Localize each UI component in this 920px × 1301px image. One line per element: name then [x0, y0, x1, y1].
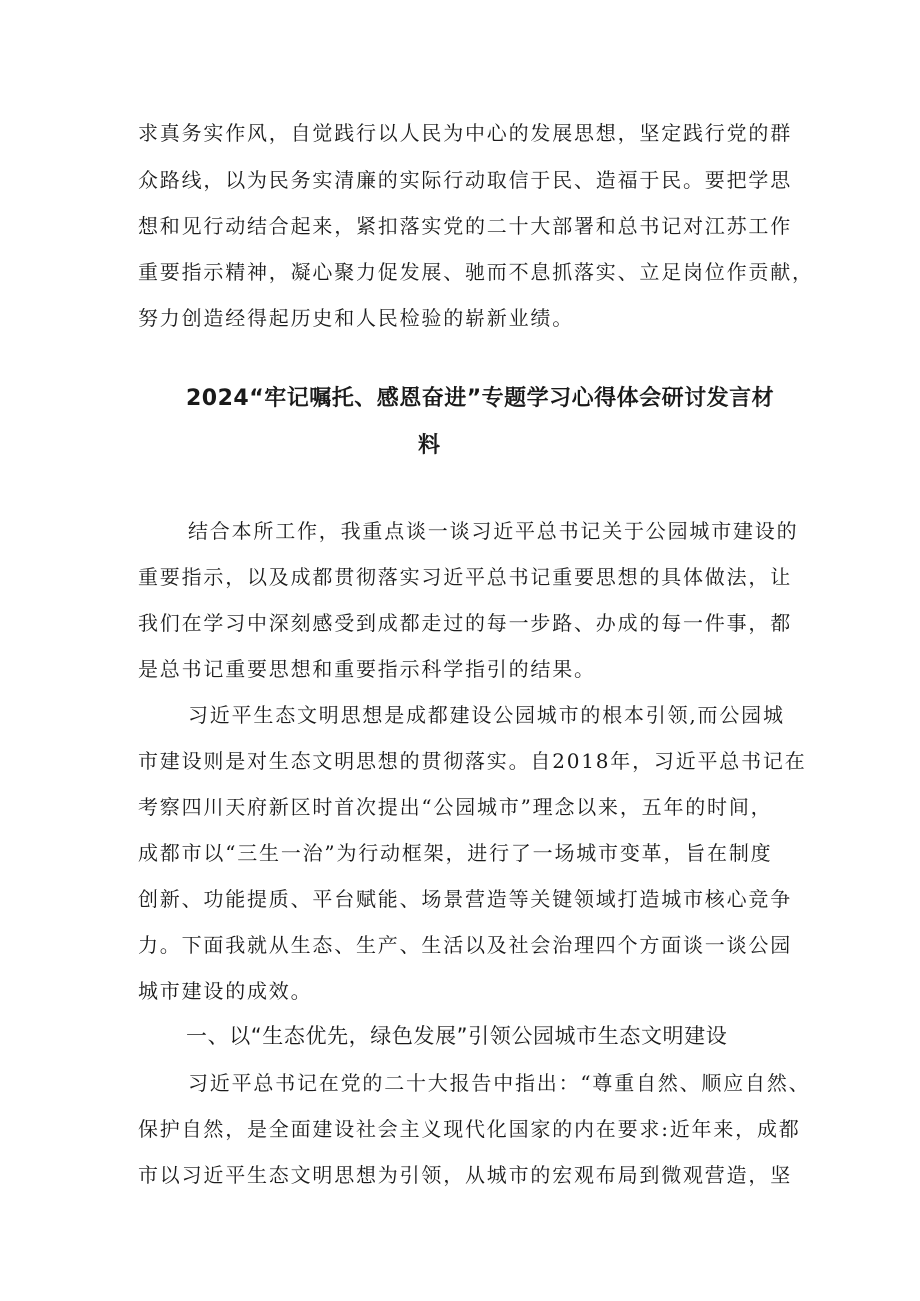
paragraph1-line-2: 重要指示，以及成都贯彻落实习近平总书记重要思想的具体做法，让 [138, 565, 792, 589]
paragraph2-line-2: 市建设则是对生态文明思想的贯彻落实。自2018年，习近平总书记在 [138, 749, 807, 773]
section-heading-1: 一、以“生态优先，绿色发展”引领公园城市生态文明建设 [186, 1024, 728, 1048]
document-title-line-2: 料 [418, 433, 441, 458]
paragraph2-line-4: 成都市以“三生一治”为行动框架，进行了一场城市变革，旨在制度 [138, 841, 773, 865]
document-title-line-1: 2024“牢记嘱托、感恩奋进”专题学习心得体会研讨发言材 [186, 386, 775, 411]
paragraph3-line-1: 习近平总书记在党的二十大报告中指出：“尊重自然、顺应自然、 [188, 1071, 811, 1095]
paragraph1-line-3: 我们在学习中深刻感受到成都走过的每一步路、办成的每一件事，都 [138, 611, 792, 635]
paragraph2-line-6: 力。下面我就从生态、生产、生活以及社会治理四个方面谈一谈公园 [138, 933, 792, 957]
intro-line-2: 众路线，以为民务实清廉的实际行动取信于民、造福于民。要把学思 [138, 168, 792, 192]
paragraph1-line-1: 结合本所工作，我重点谈一谈习近平总书记关于公园城市建设的 [188, 519, 799, 543]
intro-line-4: 重要指示精神，凝心聚力促发展、驰而不息抓落实、立足岗位作贡献， [138, 260, 814, 284]
paragraph2-line-7: 城市建设的成效。 [138, 979, 313, 1003]
paragraph1-line-4: 是总书记重要思想和重要指示科学指引的结果。 [138, 657, 596, 681]
paragraph3-line-3: 市以习近平生态文明思想为引领，从城市的宏观布局到微观营造，坚 [138, 1163, 792, 1187]
intro-line-5: 努力创造经得起历史和人民检验的崭新业绩。 [138, 306, 574, 330]
paragraph2-line-3: 考察四川天府新区时首次提出“公园城市”理念以来，五年的时间， [138, 795, 773, 819]
paragraph2-line-1: 习近平生态文明思想是成都建设公园城市的根本引领,而公园城 [188, 703, 785, 727]
paragraph2-line-5: 创新、功能提质、平台赋能、场景营造等关键领域打造城市核心竞争 [138, 887, 792, 911]
paragraph3-line-2: 保护自然，是全面建设社会主义现代化国家的内在要求:近年来，成都 [138, 1117, 801, 1141]
intro-line-1: 求真务实作风，自觉践行以人民为中心的发展思想，坚定践行党的群 [138, 121, 792, 145]
intro-line-3: 想和见行动结合起来，紧扣落实党的二十大部署和总书记对江苏工作 [138, 214, 792, 238]
